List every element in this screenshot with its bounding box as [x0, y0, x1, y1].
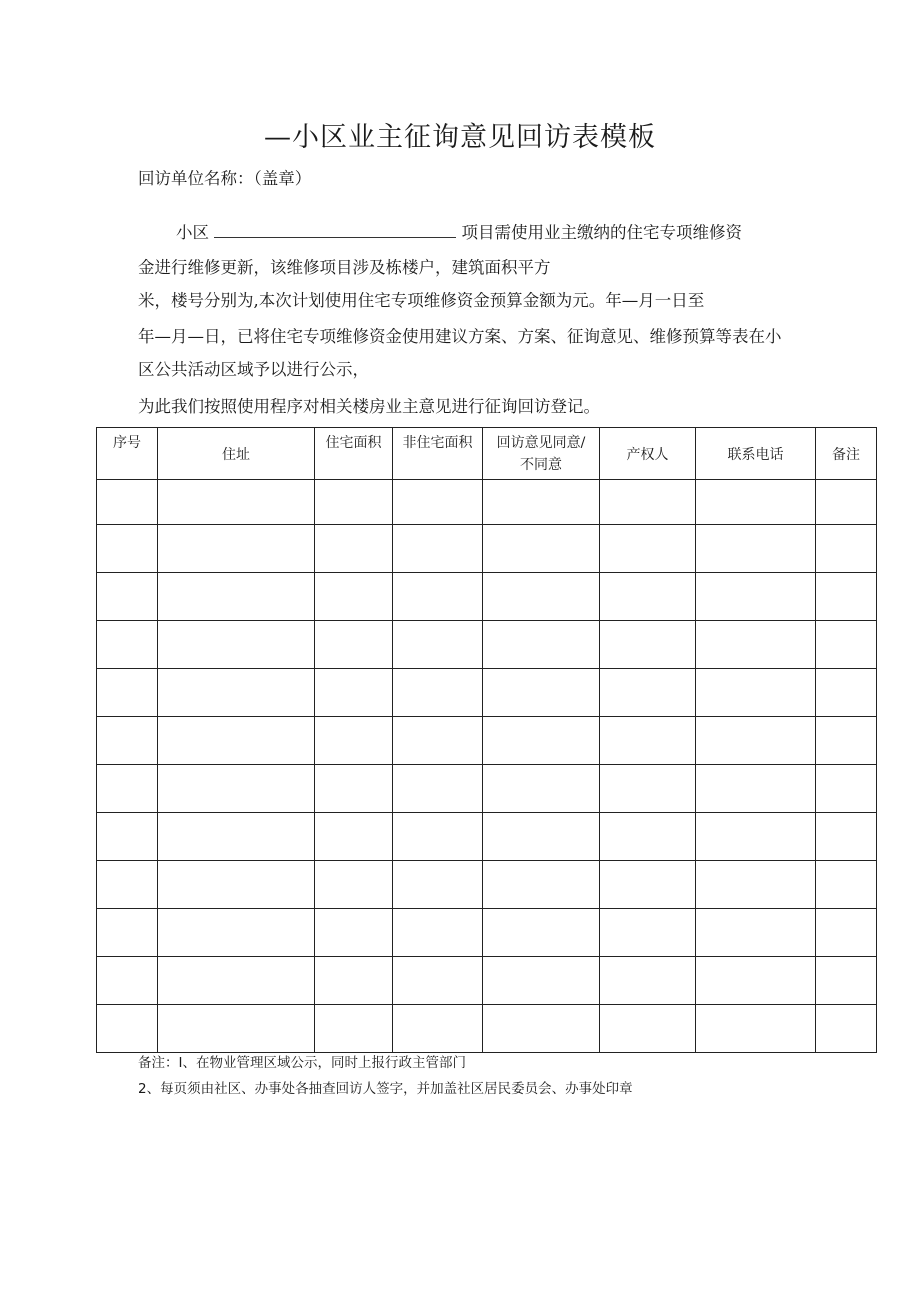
- table-cell[interactable]: [696, 621, 816, 669]
- table-cell[interactable]: [600, 909, 696, 957]
- table-cell[interactable]: [97, 909, 158, 957]
- header-nonresidential-area: 非住宅面积: [393, 428, 483, 480]
- header-remarks: 备注: [816, 428, 877, 480]
- table-cell[interactable]: [158, 621, 315, 669]
- table-cell[interactable]: [97, 861, 158, 909]
- table-cell[interactable]: [315, 861, 393, 909]
- table-cell[interactable]: [315, 621, 393, 669]
- table-cell[interactable]: [393, 669, 483, 717]
- table-cell[interactable]: [158, 717, 315, 765]
- table-cell[interactable]: [315, 525, 393, 573]
- table-cell[interactable]: [696, 765, 816, 813]
- table-cell[interactable]: [483, 1005, 600, 1053]
- table-cell[interactable]: [483, 480, 600, 525]
- table-cell[interactable]: [600, 525, 696, 573]
- table-cell[interactable]: [696, 1005, 816, 1053]
- header-owner: 产权人: [600, 428, 696, 480]
- table-cell[interactable]: [97, 957, 158, 1005]
- table-cell[interactable]: [393, 1005, 483, 1053]
- table-cell[interactable]: [97, 525, 158, 573]
- table-cell[interactable]: [158, 909, 315, 957]
- table-cell[interactable]: [158, 861, 315, 909]
- table-cell[interactable]: [393, 861, 483, 909]
- intro-line-4: 年—月—日，已将住宅专项维修资金使用建议方案、方案、征询意见、维修预算等表在小: [138, 327, 782, 346]
- header-opinion-line2: 不同意: [520, 457, 562, 473]
- table-cell[interactable]: [600, 765, 696, 813]
- note-1: 备注：I、在物业管理区域公示，同时上报行政主管部门: [138, 1055, 466, 1071]
- table-row: [97, 1005, 877, 1053]
- table-cell[interactable]: [696, 480, 816, 525]
- table-cell[interactable]: [393, 957, 483, 1005]
- header-residential-area: 住宅面积: [315, 428, 393, 480]
- table-cell[interactable]: [393, 621, 483, 669]
- header-phone: 联系电话: [696, 428, 816, 480]
- table-cell[interactable]: [158, 573, 315, 621]
- table-cell[interactable]: [696, 573, 816, 621]
- table-body: [97, 480, 877, 1053]
- page-title: —小区业主征询意见回访表模板: [264, 122, 656, 153]
- table-cell[interactable]: [315, 717, 393, 765]
- visit-record-table: [96, 427, 877, 1053]
- table-cell[interactable]: [97, 621, 158, 669]
- table-cell[interactable]: [816, 813, 877, 861]
- table-cell[interactable]: [393, 765, 483, 813]
- table-cell[interactable]: [600, 573, 696, 621]
- table-cell[interactable]: [393, 573, 483, 621]
- table-cell[interactable]: [483, 717, 600, 765]
- intro-line-5: 区公共活动区域予以进行公示，: [138, 360, 369, 379]
- table-cell[interactable]: [97, 1005, 158, 1053]
- table-cell[interactable]: [816, 861, 877, 909]
- table-cell[interactable]: [816, 957, 877, 1005]
- table-cell[interactable]: [315, 909, 393, 957]
- community-name-blank[interactable]: [214, 221, 456, 238]
- table-header-row: [97, 428, 877, 480]
- table-cell[interactable]: [816, 717, 877, 765]
- table-cell[interactable]: [315, 573, 393, 621]
- visiting-unit-line: 回访单位名称：（盖章）: [138, 169, 312, 188]
- table-cell[interactable]: [158, 765, 315, 813]
- table-cell[interactable]: [600, 1005, 696, 1053]
- table-cell[interactable]: [393, 717, 483, 765]
- header-address: 住址: [158, 428, 315, 480]
- table-cell[interactable]: [315, 813, 393, 861]
- table-cell[interactable]: [600, 717, 696, 765]
- table-cell[interactable]: [158, 669, 315, 717]
- table-cell[interactable]: [483, 573, 600, 621]
- table-cell[interactable]: [97, 717, 158, 765]
- table-row: [97, 957, 877, 1005]
- table-cell[interactable]: [315, 1005, 393, 1053]
- table-cell[interactable]: [816, 909, 877, 957]
- table-cell[interactable]: [600, 621, 696, 669]
- table-cell[interactable]: [816, 621, 877, 669]
- table-row: [97, 717, 877, 765]
- table-row: [97, 525, 877, 573]
- table-cell[interactable]: [483, 909, 600, 957]
- table-cell[interactable]: [816, 525, 877, 573]
- table-row: [97, 621, 877, 669]
- table-cell[interactable]: [483, 621, 600, 669]
- table-cell[interactable]: [483, 765, 600, 813]
- table-cell[interactable]: [483, 525, 600, 573]
- table-cell[interactable]: [97, 573, 158, 621]
- table-cell[interactable]: [315, 669, 393, 717]
- table-cell[interactable]: [393, 480, 483, 525]
- table-row: [97, 813, 877, 861]
- table-cell[interactable]: [600, 480, 696, 525]
- table-cell[interactable]: [393, 909, 483, 957]
- table-cell[interactable]: [158, 525, 315, 573]
- table-cell[interactable]: [483, 813, 600, 861]
- table-cell[interactable]: [816, 573, 877, 621]
- table-cell[interactable]: [483, 861, 600, 909]
- intro-line-6: 为此我们按照使用程序对相关楼房业主意见进行征询回访登记。: [138, 397, 600, 416]
- table-cell[interactable]: [816, 480, 877, 525]
- table-row: [97, 765, 877, 813]
- table-cell[interactable]: [158, 813, 315, 861]
- table-cell[interactable]: [600, 669, 696, 717]
- table-row: [97, 669, 877, 717]
- table-cell[interactable]: [600, 861, 696, 909]
- table-cell[interactable]: [600, 813, 696, 861]
- table-cell[interactable]: [600, 957, 696, 1005]
- table-cell[interactable]: [158, 1005, 315, 1053]
- header-serial: 序号: [97, 428, 158, 480]
- table-cell[interactable]: [97, 813, 158, 861]
- table-cell[interactable]: [315, 765, 393, 813]
- table-cell[interactable]: [816, 765, 877, 813]
- note-2: 2、每页须由社区、办事处各抽查回访人签字，并加盖社区居民委员会、办事处印章: [138, 1081, 633, 1097]
- table-cell[interactable]: [696, 909, 816, 957]
- header-opinion-line1: 回访意见同意/: [496, 435, 586, 451]
- table-cell[interactable]: [97, 480, 158, 525]
- table-cell[interactable]: [393, 525, 483, 573]
- table-cell[interactable]: [696, 717, 816, 765]
- table-row: [97, 480, 877, 525]
- table-row: [97, 909, 877, 957]
- table-cell[interactable]: [696, 861, 816, 909]
- table-cell[interactable]: [97, 765, 158, 813]
- table-cell[interactable]: [696, 669, 816, 717]
- table-cell[interactable]: [696, 813, 816, 861]
- table-cell[interactable]: [97, 669, 158, 717]
- table-cell[interactable]: [315, 480, 393, 525]
- intro-line-3: 米，楼号分别为,本次计划使用住宅专项维修资金预算金额为元。年—月一日至: [138, 291, 705, 310]
- table-cell[interactable]: [816, 669, 877, 717]
- table-cell[interactable]: [483, 957, 600, 1005]
- table-cell[interactable]: [696, 525, 816, 573]
- table-cell[interactable]: [315, 957, 393, 1005]
- intro-line-1-text: 项目需使用业主缴纳的住宅专项维修资: [461, 223, 742, 242]
- intro-community-label: 小区: [176, 223, 209, 242]
- header-opinion: [483, 428, 600, 480]
- table-cell[interactable]: [158, 957, 315, 1005]
- table-cell[interactable]: [158, 480, 315, 525]
- table-cell[interactable]: [696, 957, 816, 1005]
- intro-line-2: 金进行维修更新，该维修项目涉及栋楼户，建筑面积平方: [138, 258, 551, 277]
- table-cell[interactable]: [393, 813, 483, 861]
- table-row: [97, 861, 877, 909]
- table-cell[interactable]: [816, 1005, 877, 1053]
- table-cell[interactable]: [483, 669, 600, 717]
- intro-line-1: [176, 221, 742, 244]
- table-row: [97, 573, 877, 621]
